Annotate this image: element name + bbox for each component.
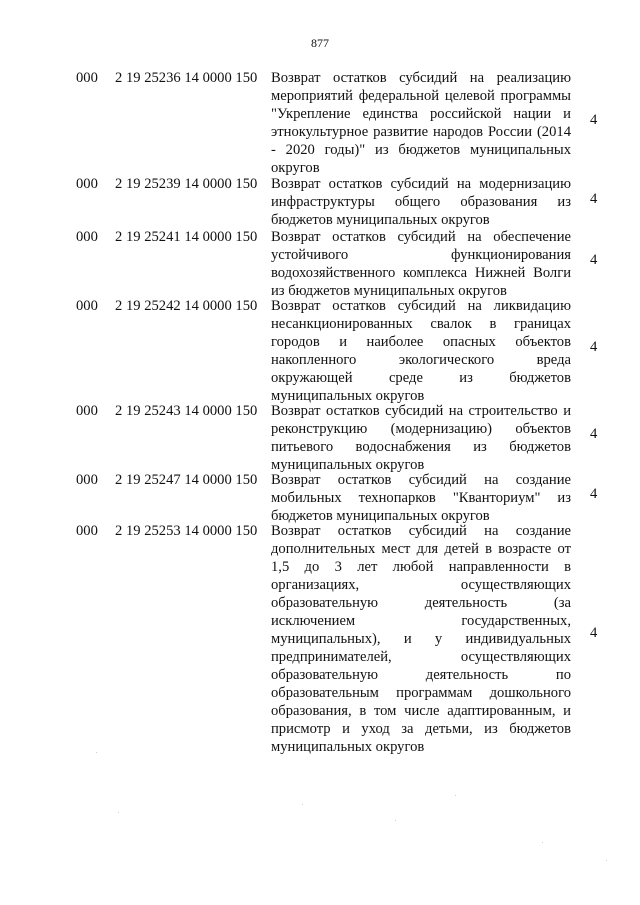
admin-code: 000 [76,472,98,488]
amount-value: 4 [590,252,598,268]
admin-code: 000 [76,523,98,539]
scan-speck [118,812,119,813]
amount-value: 4 [590,486,598,502]
revenue-description: Возврат остатков субсидий на обеспечение устойчивого функционирования водохозяйственного комплекса Нижней Волги из бюджетов муниципальных округов [271,229,571,299]
revenue-description: Возврат остатков субсидий на ликвидацию несанкционированных свалок в границах городов и наиболее опасных объектов накопленного экологического вреда окружающей среде из бюджетов муниципальных округов [271,298,571,404]
amount-value: 4 [590,426,598,442]
revenue-description: Возврат остатков субсидий на создание мобильных технопарков "Кванториум" из бюджетов муниципальных округов [271,472,571,524]
scan-speck [302,804,303,805]
scan-speck [542,842,543,843]
budget-classification-code: 2 19 25239 14 0000 150 [115,176,258,192]
admin-code: 000 [76,176,98,192]
admin-code: 000 [76,403,98,419]
budget-classification-code: 2 19 25241 14 0000 150 [115,229,258,245]
table-row [0,471,640,525]
table-row [0,175,640,229]
admin-code: 000 [76,229,98,245]
scan-speck [96,752,97,753]
amount-value: 4 [590,339,598,355]
amount-value: 4 [590,625,598,641]
table-row [0,297,640,405]
scan-speck [395,820,396,821]
table-row [0,228,640,300]
page-number: 877 [311,36,329,50]
table-row [0,522,640,755]
budget-classification-code: 2 19 25253 14 0000 150 [115,523,258,539]
budget-classification-code: 2 19 25243 14 0000 150 [115,403,258,419]
admin-code: 000 [76,298,98,314]
table-row [0,402,640,474]
amount-value: 4 [590,191,598,207]
scan-speck [606,860,607,861]
revenue-description: Возврат остатков субсидий на модернизацию инфраструктуры общего образования из бюджетов муниципальных округов [271,176,571,228]
admin-code: 000 [76,70,98,86]
scan-speck [455,795,456,796]
budget-classification-code: 2 19 25242 14 0000 150 [115,298,258,314]
revenue-description: Возврат остатков субсидий на создание дополнительных мест для детей в возрасте от 1,5 до 3 лет любой направленности в организациях, осуществляющих образовательную деятельность (за исключением государственных, муниципальных), и у индивидуальных предпринимателей, осуществляющих образовательную деятельность по образовательным программам дошкольного образования, в том числе адаптированным, и присмотр и уход за детьми, из бюджетов муниципальных округов [271,523,571,755]
revenue-description: Возврат остатков субсидий на реализацию мероприятий федеральной целевой программы "Укрепление единства российской нации и этнокультурное развитие народов России (2014 - 2020 годы)" из бюджетов муниципальных округов [271,70,571,176]
budget-classification-code: 2 19 25247 14 0000 150 [115,472,258,488]
revenue-description: Возврат остатков субсидий на строительство и реконструкцию (модернизацию) объектов питьевого водоснабжения из бюджетов муниципальных округов [271,403,571,473]
amount-value: 4 [590,112,598,128]
budget-classification-code: 2 19 25236 14 0000 150 [115,70,258,86]
table-row [0,69,640,177]
